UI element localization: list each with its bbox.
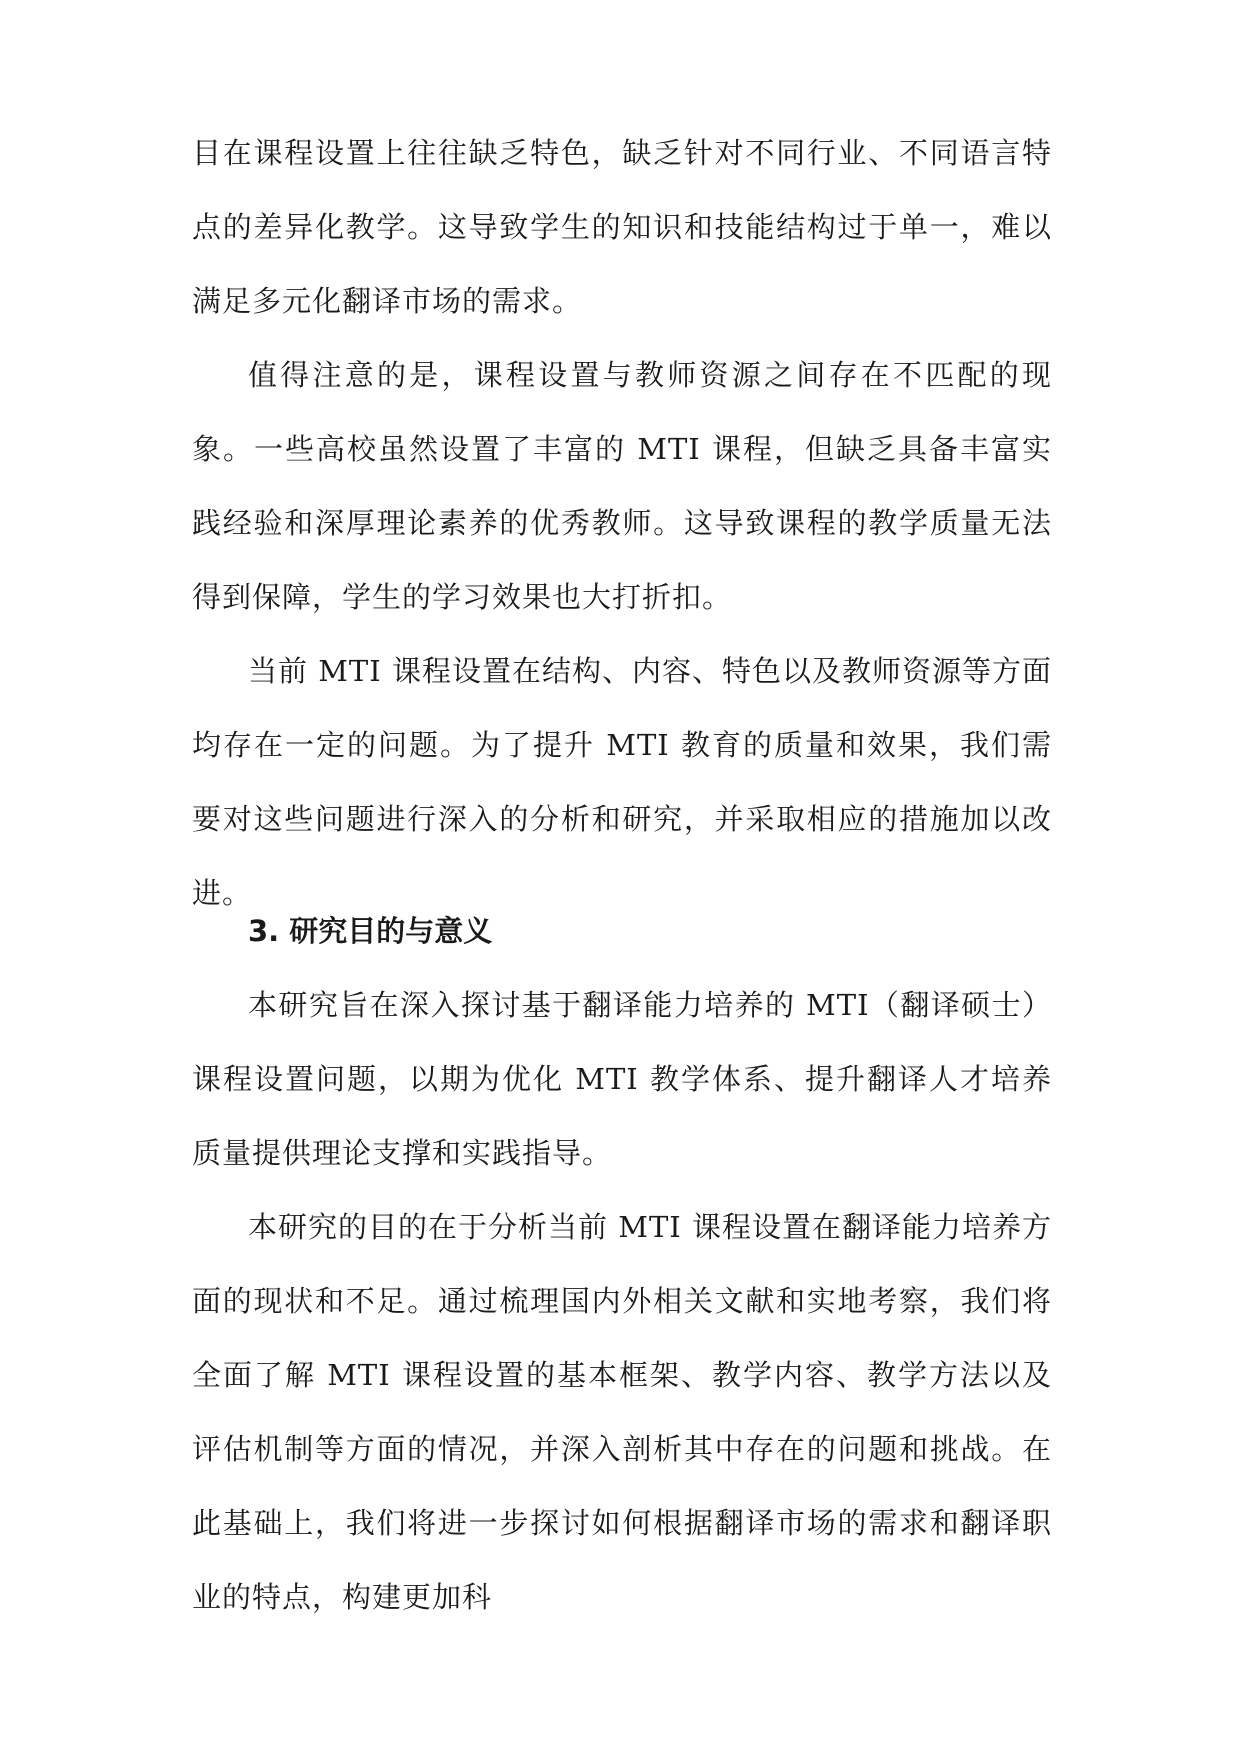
paragraph-research-aim: 本研究旨在深入探讨基于翻译能力培养的 MTI（翻译硕士）课程设置问题，以期为优化 MTI 教学体系、提升翻译人才培养质量提供理论支撑和实践指导。 <box>192 988 1052 1170</box>
paragraph-teacher-resources: 值得注意的是，课程设置与教师资源之间存在不匹配的现象。一些高校虽然设置了丰富的 MTI 课程，但缺乏具备丰富实践经验和深厚理论素养的优秀教师。这导致课程的教学质量无法得到保障，学生的学习效果也大打折扣。 <box>192 358 1052 614</box>
paragraph-current-problems: 当前 MTI 课程设置在结构、内容、特色以及教师资源等方面均存在一定的问题。为了提升 MTI 教育的质量和效果，我们需要对这些问题进行深入的分析和研究，并采取相应的措施加以改进。 <box>192 654 1052 910</box>
section-heading: 3. 研究目的与意义 <box>248 914 493 948</box>
paragraph-research-purpose: 本研究的目的在于分析当前 MTI 课程设置在翻译能力培养方面的现状和不足。通过梳理国内外相关文献和实地考察，我们将全面了解 MTI 课程设置的基本框架、教学内容、教学方法以及评估机制等方面的情况，并深入剖析其中存在的问题和挑战。在此基础上，我们将进一步探讨如何根据翻译市场的需求和翻译职业的特点，构建更加科 <box>192 1210 1052 1614</box>
paragraph-continuation: 目在课程设置上往往缺乏特色，缺乏针对不同行业、不同语言特点的差异化教学。这导致学生的知识和技能结构过于单一，难以满足多元化翻译市场的需求。 <box>192 136 1052 318</box>
